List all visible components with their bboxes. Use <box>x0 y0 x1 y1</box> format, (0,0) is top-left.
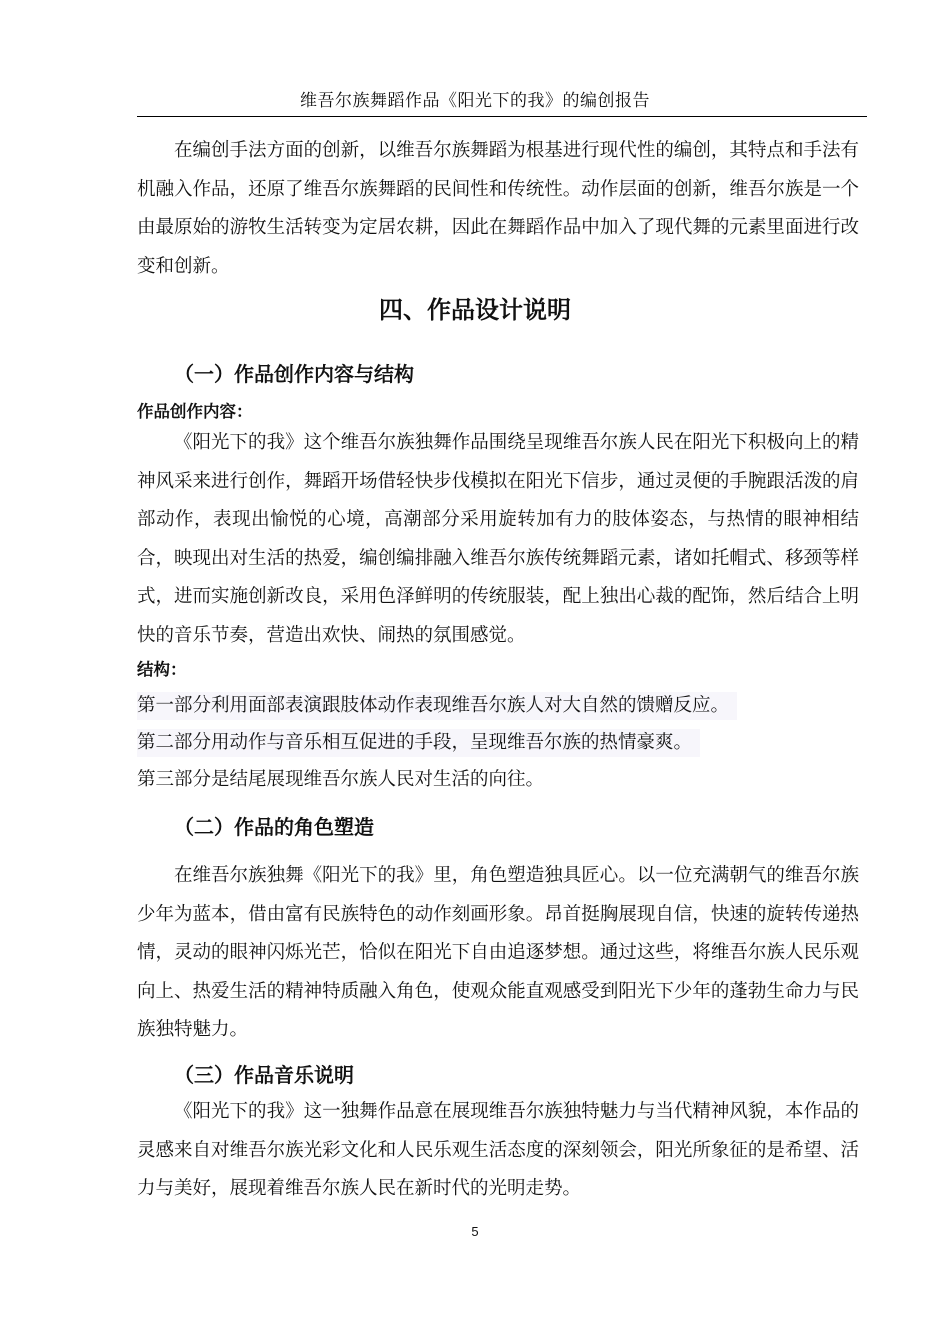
subsection-title-role: （二）作品的角色塑造 <box>174 815 374 839</box>
content-paragraph: 《阳光下的我》这个维吾尔族独舞作品围绕呈现维吾尔族人民在阳光下积极向上的精神风采来进行创作，舞蹈开场借轻快步伐模拟在阳光下信步，通过灵便的手腕跟活泼的肩部动作，表现出愉悦的心境，高潮部分采用旋转加有力的肢体姿态，与热情的眼神相结合，映现出对生活的热爱，编创编排融入维吾尔族传统舞蹈元素，诸如托帽式、移颈等样式，进而实施创新改良，采用色泽鲜明的传统服装，配上独出心裁的配饰，然后结合上明快的音乐节奏，营造出欢快、闹热的氛围感觉。 <box>137 432 859 646</box>
subsection-title-content-structure: （一）作品创作内容与结构 <box>174 362 414 386</box>
structure-item: 第二部分用动作与音乐相互促进的手段，呈现维吾尔族的热情豪爽。 <box>137 729 700 757</box>
role-paragraph: 在维吾尔族独舞《阳光下的我》里，角色塑造独具匠心。以一位充满朝气的维吾尔族少年为蓝本，借由富有民族特色的动作刻画形象。昂首挺胸展现自信，快速的旋转传递热情，灵动的眼神闪烁光芒，恰似在阳光下自由追逐梦想。通过这些，将维吾尔族人民乐观向上、热爱生活的精神特质融入角色，使观众能直观感受到阳光下少年的蓬勃生命力与民族独特魅力。 <box>137 865 859 1040</box>
intro-paragraph: 在编创手法方面的创新，以维吾尔族舞蹈为根基进行现代性的编创，其特点和手法有机融入作品，还原了维吾尔族舞蹈的民间性和传统性。动作层面的创新，维吾尔族是一个由最原始的游牧生活转变为定居农耕，因此在舞蹈作品中加入了现代舞的元素里面进行改变和创新。 <box>137 140 859 277</box>
music-paragraph: 《阳光下的我》这一独舞作品意在展现维吾尔族独特魅力与当代精神风貌，本作品的灵感来自对维吾尔族光彩文化和人民乐观生活态度的深刻领会，阳光所象征的是希望、活力与美好，展现着维吾尔族人民在新时代的光明走势。 <box>137 1101 859 1199</box>
subsection-title-music: （三）作品音乐说明 <box>174 1063 354 1087</box>
header-rule <box>137 116 867 117</box>
structure-item: 第三部分是结尾展现维吾尔族人民对生活的向往。 <box>137 769 545 790</box>
running-header: 维吾尔族舞蹈作品《阳光下的我》的编创报告 <box>300 91 650 111</box>
structure-item: 第一部分利用面部表演跟肢体动作表现维吾尔族人对大自然的馈赠反应。 <box>137 692 737 720</box>
section-title: 四、作品设计说明 <box>379 296 571 324</box>
content-label: 作品创作内容： <box>137 402 253 421</box>
structure-label: 结构： <box>137 660 187 679</box>
page-number: 5 <box>471 1224 479 1239</box>
